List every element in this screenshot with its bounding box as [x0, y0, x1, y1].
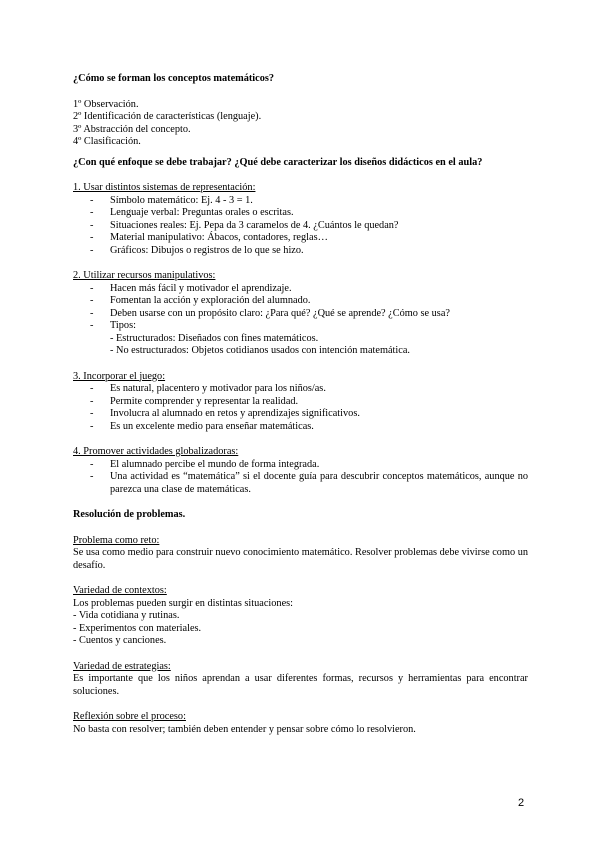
list-item: - Permite comprender y representar la realidad.	[73, 396, 528, 409]
list-item: - Lenguaje verbal: Preguntas orales o escritas.	[73, 207, 528, 220]
list-item: - Es un excelente medio para enseñar matemáticas.	[73, 421, 528, 434]
list-item: - Deben usarse con un propósito claro: ¿Para qué? ¿Qué se aprende? ¿Cómo se usa?	[73, 308, 528, 321]
list-item: - Fomentan la acción y exploración del alumnado.	[73, 295, 528, 308]
bullet-list-global-activities	[73, 459, 528, 497]
concept-step: 4º Clasificación.	[73, 136, 141, 147]
block-heading-reflection: Reflexión sobre el proceso:	[73, 711, 186, 722]
block-text: - Cuentos y canciones.	[73, 635, 167, 646]
bullet-list-representation	[73, 195, 528, 258]
block-text: No basta con resolver; también deben entender y pensar sobre cómo lo resolvieron.	[73, 723, 416, 735]
block-text: Es importante que los niños aprendan a usar diferentes formas, recursos y herramientas para encontrar soluciones.	[73, 673, 528, 697]
block-text: - Vida cotidiana y rutinas.	[73, 610, 180, 621]
block-text: Los problemas pueden surgir en distintas situaciones:	[73, 597, 294, 609]
list-item: - Una actividad es “matemática” si el docente guía para descubrir conceptos matemáticos, aunque no parezca una clase de matemáticas.	[73, 471, 528, 496]
group-heading-game: 3. Incorporar el juego:	[73, 370, 166, 382]
list-item: - Símbolo matemático: Ej. 4 - 3 = 1.	[73, 195, 528, 208]
group-heading-representation: 1. Usar distintos sistemas de representación:	[73, 182, 256, 193]
concept-step: 3º Abstracción del concepto.	[73, 123, 191, 135]
page-content	[73, 73, 528, 736]
concept-step: 2º Identificación de características (lenguaje).	[73, 111, 262, 122]
list-item: - Es natural, placentero y motivador para los niños/as.	[73, 383, 528, 396]
block-text: Se usa como medio para construir nuevo conocimiento matemático. Resolver problemas debe vivirse como un desafío.	[73, 547, 528, 571]
list-item: - Involucra al alumnado en retos y aprendizajes significativos.	[73, 408, 528, 421]
section-title-approach: ¿Con qué enfoque se debe trabajar? ¿Qué debe caracterizar los diseños didácticos en el aula?	[73, 156, 483, 168]
block-heading-strategies: Variedad de estrategias:	[73, 660, 171, 672]
list-item: - Hacen más fácil y motivador el aprendizaje.	[73, 283, 528, 296]
sub-item: - No estructurados: Objetos cotidianos usados con intención matemática.	[110, 345, 410, 356]
list-item-types	[73, 320, 528, 358]
block-heading-contexts: Variedad de contextos:	[73, 585, 167, 596]
section-title-concepts: ¿Cómo se forman los conceptos matemáticos?	[73, 73, 275, 84]
sub-item: - Estructurados: Diseñados con fines matemáticos.	[110, 332, 319, 344]
concept-step: 1º Observación.	[73, 98, 139, 110]
bullet-list-game	[73, 383, 528, 433]
list-item: - El alumnado percibe el mundo de forma integrada.	[73, 459, 528, 472]
list-item: - Situaciones reales: Ej. Pepa da 3 caramelos de 4. ¿Cuántos le quedan?	[73, 220, 528, 233]
block-heading-challenge: Problema como reto:	[73, 534, 160, 546]
page-number: 2	[518, 797, 525, 809]
group-heading-manipulatives: 2. Utilizar recursos manipulativos:	[73, 270, 216, 281]
bullet-list-manipulatives	[73, 283, 528, 358]
group-heading-global-activities: 4. Promover actividades globalizadoras:	[73, 446, 239, 457]
list-item: - Gráficos: Dibujos o registros de lo que se hizo.	[73, 245, 528, 258]
section-title-problem-solving: Resolución de problemas.	[73, 509, 186, 520]
types-label: Tipos:	[110, 320, 136, 331]
list-item: - Material manipulativo: Ábacos, contadores, reglas…	[73, 232, 528, 245]
block-text: - Experimentos con materiales.	[73, 622, 202, 634]
